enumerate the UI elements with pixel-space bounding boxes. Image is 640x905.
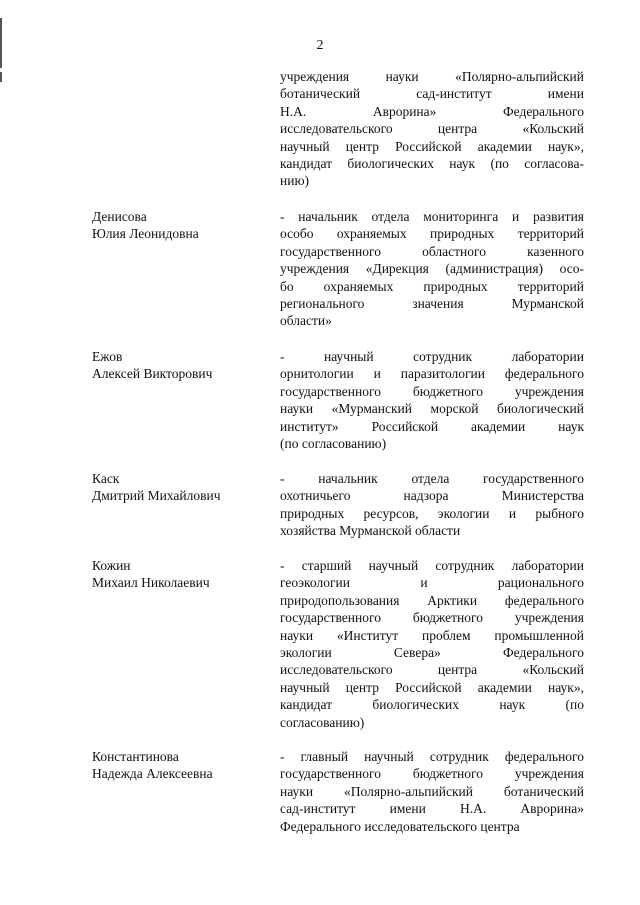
description-line: природопользования Арктики федерального xyxy=(280,592,584,608)
description-line: научный центр Российской академии наук», xyxy=(280,138,584,154)
description-line: - главный научный сотрудник федерального xyxy=(280,749,584,764)
description-line: Н.А. Аврорина» Федерального xyxy=(280,103,584,119)
continuation-description xyxy=(280,68,584,190)
description-line: учреждения науки «Полярно-альпийский xyxy=(280,69,584,84)
description-line: особо охраняемых природных территорий xyxy=(280,226,584,242)
description-line: кандидат биологических наук (по xyxy=(280,697,584,713)
member-given-names: Надежда Алексеевна xyxy=(92,766,213,782)
description-line: нию) xyxy=(280,173,310,189)
member-given-names: Юлия Леонидовна xyxy=(92,226,199,242)
description-line: исследовательского центра «Кольский xyxy=(280,662,584,678)
description-line: орнитологии и паразитологии федерального xyxy=(280,366,584,382)
description-line: учреждения «Дирекция (администрация) осо- xyxy=(280,261,584,277)
description-line: науки «Институт проблем промышленной xyxy=(280,627,584,643)
member-given-names: Михаил Николаевич xyxy=(92,575,210,591)
member-surname: Каск xyxy=(92,471,120,486)
description-line: кандидат биологических наук (по согласова- xyxy=(280,156,584,172)
member-surname: Ежов xyxy=(92,349,123,364)
member-name xyxy=(92,208,262,243)
member-given-names: Алексей Викторович xyxy=(92,366,213,382)
member-description xyxy=(280,470,584,540)
member-surname: Кожин xyxy=(92,558,131,573)
description-line: научный центр Российской академии наук», xyxy=(280,679,584,695)
description-line: - научный сотрудник лаборатории xyxy=(280,349,584,364)
description-line: государственного бюджетного учреждения xyxy=(280,383,584,399)
member-given-names: Дмитрий Михайлович xyxy=(92,488,221,504)
description-line: - начальник отдела государственного xyxy=(280,471,584,486)
description-line: исследовательского центра «Кольский xyxy=(280,121,584,137)
description-line: экологии Севера» Федерального xyxy=(280,645,584,661)
member-surname: Константинова xyxy=(92,749,179,764)
member-name xyxy=(92,557,262,592)
member-name xyxy=(92,470,262,505)
member-description xyxy=(280,348,584,452)
member-surname: Денисова xyxy=(92,209,147,224)
description-line: сад-институт имени Н.А. Аврорина» xyxy=(280,801,584,817)
description-line: государственного бюджетного учреждения xyxy=(280,766,584,782)
member-description xyxy=(280,748,584,835)
scan-edge-dot xyxy=(0,72,2,82)
page-number: 2 xyxy=(316,38,324,53)
description-line: институт» Российской академии наук xyxy=(280,418,584,434)
description-line: хозяйства Мурманской области xyxy=(280,523,461,539)
description-line: ботанический сад-институт имени xyxy=(280,86,584,102)
member-description xyxy=(280,557,584,731)
member-name xyxy=(92,348,262,383)
description-line: регионального значения Мурманской xyxy=(280,296,584,312)
description-line: охотничьего надзора Министерства xyxy=(280,488,584,504)
description-line: (по согласованию) xyxy=(280,436,387,452)
description-line: Федерального исследовательского центра xyxy=(280,818,520,834)
description-line: согласованию) xyxy=(280,714,365,730)
description-line: - начальник отдела мониторинга и развития xyxy=(280,209,584,224)
description-line: области» xyxy=(280,313,332,329)
member-description xyxy=(280,208,584,330)
description-line: - старший научный сотрудник лаборатории xyxy=(280,558,584,573)
description-line: геоэкологии и рационального xyxy=(280,575,584,591)
description-line: государственного областного казенного xyxy=(280,243,584,259)
description-line: науки «Полярно-альпийский ботанический xyxy=(280,783,584,799)
description-line: природных ресурсов, экологии и рыбного xyxy=(280,505,584,521)
member-name xyxy=(92,748,262,783)
description-line: науки «Мурманский морской биологический xyxy=(280,401,584,417)
description-line: бо охраняемых природных территорий xyxy=(280,278,584,294)
description-line: государственного бюджетного учреждения xyxy=(280,610,584,626)
